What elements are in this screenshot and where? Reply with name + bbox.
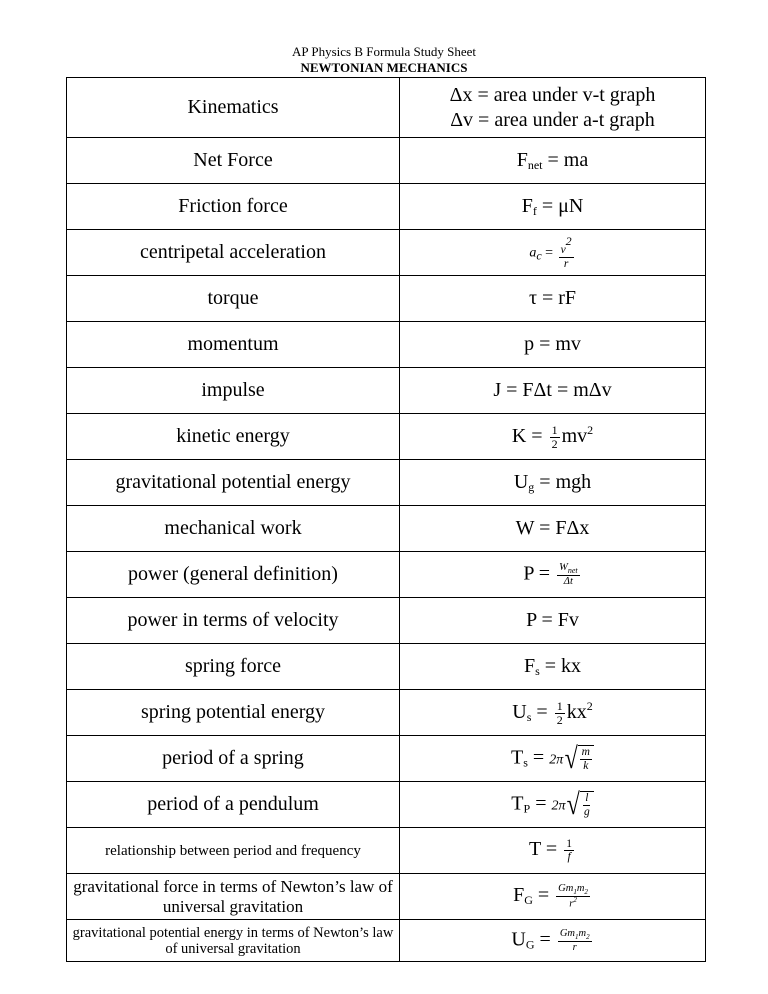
table-row <box>67 184 706 230</box>
formula-cell: $a_c$ = $\frac{v^2}{r}$ <box>400 230 706 276</box>
table-row <box>67 276 706 322</box>
fraction: $\frac{v^2}{r}$ <box>560 234 572 270</box>
table-row <box>67 690 706 736</box>
fraction: $\frac{W_{net}}{\Delta t}$ <box>559 561 578 588</box>
sheet-title: AP Physics B Formula Study Sheet <box>291 44 477 59</box>
formula-cell: P = Fv <box>400 598 706 644</box>
fraction: $\frac{Gm_1m_2}{r^2}$ <box>558 883 588 910</box>
square-root <box>565 787 593 821</box>
table-row <box>67 414 706 460</box>
table-row <box>67 598 706 644</box>
term-cell: power in terms of velocity <box>67 598 400 644</box>
term-cell: spring force <box>67 644 400 690</box>
formula-cell: $U_g$ = mgh <box>400 460 706 506</box>
term-cell: power (general definition) <box>67 552 400 598</box>
term-cell: kinetic energy <box>67 414 400 460</box>
table-row <box>67 920 706 962</box>
term-cell: relationship between period and frequency <box>67 828 400 874</box>
table-row <box>67 736 706 782</box>
term-cell: gravitational force in terms of Newton’s law of universal gravitation <box>67 874 400 920</box>
fraction: $\frac{1}{f}$ <box>566 837 572 863</box>
table-row <box>67 506 706 552</box>
formula-cell: $T_P = 2\pi$ √ $\frac{l}{g}$ <box>400 782 706 828</box>
table-row <box>67 368 706 414</box>
radical-sign-icon: √ <box>567 787 581 821</box>
formula-cell: $F_G$ = $\frac{Gm_1m_2}{r^2}$ <box>400 874 706 920</box>
formula-cell: K = $\frac{1}{2}$ $mv^2$ <box>400 414 706 460</box>
term-cell: momentum <box>67 322 400 368</box>
formula-cell: J = FΔt = mΔv <box>400 368 706 414</box>
formula-cell: $U_s$ = $\frac{1}{2}$ $kx^2$ <box>400 690 706 736</box>
term-cell: Net Force <box>67 138 400 184</box>
term-cell: gravitational potential energy in terms of Newton’s law of universal gravitation <box>67 920 400 962</box>
formula-cell: $T_s = 2\pi$ √ $\frac{m}{k}$ <box>400 736 706 782</box>
fraction: $\frac{Gm_1m_2}{r}$ <box>559 927 590 954</box>
term-cell: mechanical work <box>67 506 400 552</box>
formula-cell: $U_G$ = $\frac{Gm_1m_2}{r}$ <box>400 920 706 962</box>
table-row <box>67 828 706 874</box>
fraction: $\frac{1}{2}$ <box>556 699 563 727</box>
formula-cell: P = $\frac{W_{net}}{\Delta t}$ <box>400 552 706 598</box>
formula-line: Δv = area under a-t graph <box>450 108 655 131</box>
table-row <box>67 322 706 368</box>
term-cell: Kinematics <box>67 78 400 138</box>
term-cell: gravitational potential energy <box>67 460 400 506</box>
term-cell: period of a pendulum <box>67 782 400 828</box>
table-row <box>67 460 706 506</box>
table-row <box>67 138 706 184</box>
fraction: $\frac{l}{g}$ <box>583 792 590 818</box>
fraction: $\frac{1}{2}$ <box>551 423 558 451</box>
table-row <box>67 874 706 920</box>
square-root <box>563 741 594 775</box>
formula-cell: $F_{net}$ = ma <box>400 138 706 184</box>
formula-cell: p = mv <box>400 322 706 368</box>
term-cell: torque <box>67 276 400 322</box>
formula-cell <box>400 78 706 138</box>
formula-cell: W = FΔx <box>400 506 706 552</box>
radical-sign-icon: √ <box>564 741 579 775</box>
formula-cell: $F_s$ = kx <box>400 644 706 690</box>
fraction: $\frac{m}{k}$ <box>581 746 590 772</box>
formula-cell: $F_f = \mu N$ <box>400 184 706 230</box>
term-cell: period of a spring <box>67 736 400 782</box>
formula-cell: τ = rF <box>400 276 706 322</box>
table-row <box>67 78 706 138</box>
table-row <box>67 782 706 828</box>
term-cell: impulse <box>67 368 400 414</box>
table-row <box>67 230 706 276</box>
table-row <box>67 552 706 598</box>
table-row <box>67 644 706 690</box>
term-cell: Friction force <box>67 184 400 230</box>
formula-line: Δx = area under v-t graph <box>449 83 656 106</box>
term-cell: centripetal acceleration <box>67 230 400 276</box>
term-cell: spring potential energy <box>67 690 400 736</box>
formula-cell: T = $\frac{1}{f}$ <box>400 828 706 874</box>
formula-table <box>66 77 706 962</box>
section-title: NEWTONIAN MECHANICS <box>300 60 468 75</box>
